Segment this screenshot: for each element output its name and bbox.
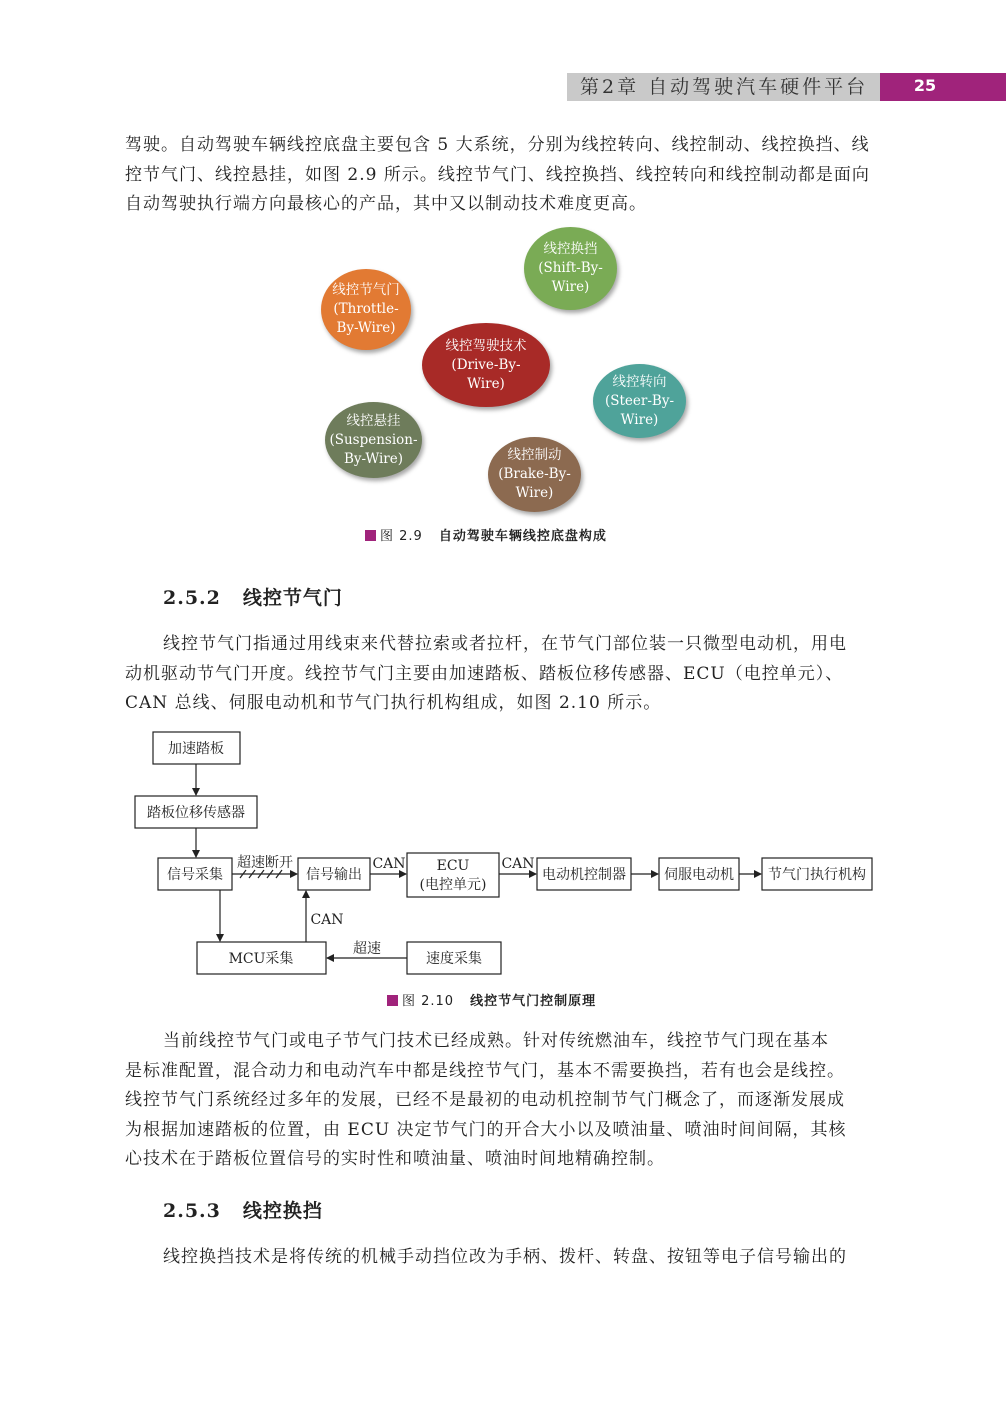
caption-square-icon bbox=[387, 995, 398, 1006]
circle-label: By-Wire) bbox=[336, 320, 396, 336]
figure-2-10-caption bbox=[387, 990, 596, 1009]
paragraph-line: 线控换挡技术是将传统的机械手动挡位改为手柄、拨杆、转盘、按钮等电子信号输出的 bbox=[163, 1247, 847, 1267]
circle-label: (Drive-By- bbox=[451, 356, 521, 373]
caption-text: 自动驾驶车辆线控底盘构成 bbox=[438, 529, 607, 544]
label-speed-acquisition: 速度采集 bbox=[426, 951, 482, 967]
caption-label: 图 2.10 bbox=[402, 994, 455, 1009]
circle-label: Wire) bbox=[515, 485, 554, 501]
circle-label: Wire) bbox=[467, 375, 505, 392]
label-overspeed-cutoff: 超速断开 bbox=[237, 855, 293, 871]
label-accelerator-pedal: 加速踏板 bbox=[168, 741, 224, 757]
section-title: 线控换挡 bbox=[242, 1200, 323, 1222]
circle-label: 线控换挡 bbox=[543, 241, 598, 257]
chapter-title: 第2章 自动驾驶汽车硬件平台 bbox=[580, 76, 869, 98]
circle-label: 线控转向 bbox=[612, 373, 667, 390]
section-2-5-3-heading bbox=[163, 1196, 323, 1223]
label-motor-controller: 电动机控制器 bbox=[542, 867, 626, 883]
paragraph-line: 自动驾驶执行端方向最核心的产品，其中又以制动技术难度更高。 bbox=[125, 194, 647, 214]
paragraph-line: 线控节气门系统经过多年的发展，已经不是最初的电动机控制节气门概念了，而逐渐发展成 bbox=[125, 1090, 845, 1110]
paragraph-line: 当前线控节气门或电子节气门技术已经成熟。针对传统燃油车，线控节气门现在基本 bbox=[163, 1031, 829, 1051]
label-ecu: ECU bbox=[436, 858, 470, 874]
paragraph-line: 心技术在于踏板位置信号的实时性和喷油量、喷油时间地精确控制。 bbox=[125, 1149, 665, 1169]
circle-label: (Throttle- bbox=[333, 301, 399, 317]
label-pedal-sensor: 踏板位移传感器 bbox=[147, 805, 245, 821]
paragraph-line: 是标准配置，混合动力和电动汽车中都是线控节气门，基本不需要换挡，若有也会是线控。 bbox=[125, 1060, 845, 1081]
circle-label: By-Wire) bbox=[343, 450, 404, 467]
caption-label: 图 2.9 bbox=[380, 529, 423, 544]
current-tech-paragraph bbox=[125, 1027, 885, 1175]
circle-label: Wire) bbox=[620, 411, 659, 428]
circle-label: 线控制动 bbox=[507, 447, 562, 463]
label-can-2: CAN bbox=[501, 856, 535, 872]
section-number: 2.5.3 bbox=[163, 1200, 221, 1222]
circle-label: (Suspension- bbox=[329, 431, 418, 448]
circle-label: 线控节气门 bbox=[332, 282, 400, 298]
label-overspeed: 超速 bbox=[353, 941, 381, 957]
circle-label: (Brake-By- bbox=[498, 466, 571, 482]
paragraph-line: 线控节气门指通过用线束来代替拉索或者拉杆，在节气门部位装一只微型电动机，用电 bbox=[163, 634, 847, 654]
paragraph-line: 控节气门、线控悬挂，如图 2.9 所示。线控节气门、线控换挡、线控转向和线控制动都是面向 bbox=[125, 164, 870, 185]
label-throttle-actuator: 节气门执行机构 bbox=[768, 867, 866, 883]
section-title: 线控节气门 bbox=[242, 587, 343, 609]
paragraph-line: 驾驶。自动驾驶车辆线控底盘主要包含 5 大系统，分别为线控转向、线控制动、线控换挡、线 bbox=[125, 135, 870, 155]
section-number: 2.5.2 bbox=[163, 587, 221, 609]
circle-label: 线控悬挂 bbox=[346, 412, 401, 429]
page-number: 25 bbox=[913, 76, 937, 95]
circle-label: 线控驾驶技术 bbox=[445, 337, 527, 354]
section-2-5-3-paragraph bbox=[125, 1243, 885, 1273]
label-can-3: CAN bbox=[310, 912, 344, 928]
paragraph-line: CAN 总线、伺服电动机和节气门执行机构组成，如图 2.10 所示。 bbox=[125, 693, 662, 713]
label-mcu-acquisition: MCU采集 bbox=[228, 951, 294, 967]
label-signal-output: 信号输出 bbox=[306, 867, 362, 883]
circle-label: (Shift-By- bbox=[538, 260, 603, 276]
circle-label: Wire) bbox=[551, 279, 590, 295]
paragraph-line: 为根据加速踏板的位置，由 ECU 决定节气门的开合大小以及喷油量、喷油时间间隔，其核 bbox=[125, 1119, 847, 1140]
label-ecu-sub: (电控单元) bbox=[419, 877, 487, 893]
circle-label: (Steer-By- bbox=[604, 392, 675, 409]
paragraph-line: 动机驱动节气门开度。线控节气门主要由加速踏板、踏板位移传感器、ECU（电控单元）、 bbox=[125, 663, 844, 684]
caption-text: 线控节气门控制原理 bbox=[470, 994, 597, 1009]
label-servo-motor: 伺服电动机 bbox=[664, 867, 734, 883]
label-signal-acquisition: 信号采集 bbox=[167, 867, 223, 883]
label-can-1: CAN bbox=[372, 856, 406, 872]
